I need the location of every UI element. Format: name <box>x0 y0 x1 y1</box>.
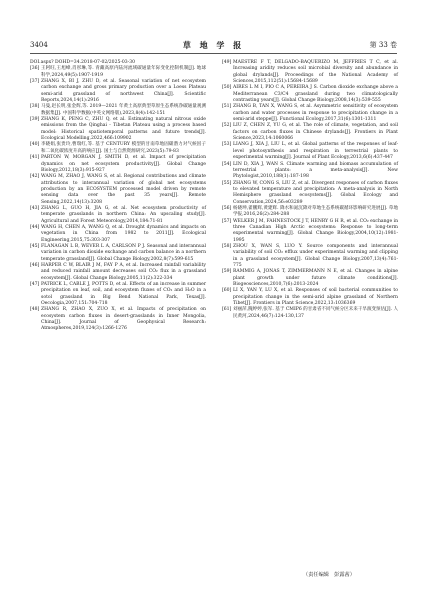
reference-text: 马曼,赵长明,张金辉,等. 2019—2021 年黄土高原典型草原生态系统净碳通量观测数据集[J]. 中国科学数据(中英文网络版),2023,8(4):142-151 <box>41 104 206 116</box>
reference-item <box>222 244 398 269</box>
reference-text: ZHOU X, WAN S, LUO Y. Source components and interannual variability of soil CO₂ efflux under experimental warming and clipping in a grassland ecosystem[J]. Global Change Biology,2007,13(4):761-775 <box>233 243 398 268</box>
reference-text: HARPER C W, BLAIR J M, FAY P A, et al. Increased rainfall variability and reduced rainfall amount decreases soil CO₂ flux in a grassland ecosystem[J]. Global Change Biology,2005,11(2):322-334 <box>41 263 206 281</box>
reference-text: ZHANG L, GUO H, JIA G, et al. Net ecosystem productivity of temperate grasslands in northern China: An upscaling study[J]. Agricultural and Forest Meteorology,2014,184:71-81 <box>41 205 206 224</box>
reference-text: LIN D, XIA J, WAN S. Climate warming and biomass accumulation of terrestrial plants: a meta-analysis[J]. New Phytologist,2010,188(1):187-198 <box>233 161 398 180</box>
reference-text: ZHANG X, BI J, ZHU D, et al. Seasonal variation of net ecosystem carbon exchange and gross primary production over a Loess Plateau semi-arid grassland of northwest China[J]. Scientific Reports,2024,14(1):2916 <box>41 79 206 104</box>
reference-text: LIANG J, XIA J, LIU L, et al. Global patterns of the responses of leaf-level photosynthesis and respiration in terrestrial plants to experimental warming[J]. Journal of Plant Ecology,2013,6(6):437-447 <box>233 142 398 161</box>
reference-item <box>30 225 206 244</box>
reference-number: [38] <box>30 104 40 110</box>
reference-item <box>30 155 206 174</box>
reference-number: [56] <box>222 205 232 211</box>
reference-number: [47] <box>30 282 40 288</box>
reference-item <box>30 263 206 282</box>
reference-item <box>222 104 398 123</box>
reference-text: RAMMIG A, JONAS T, ZIMMERMANN N E, et al. Changes in alpine plant growth under future climate conditions[J]. Biogeosciences,2010,7(6):2013-2024 <box>233 269 398 288</box>
reference-item <box>30 244 206 263</box>
reference-item <box>222 142 398 161</box>
reference-text: ZHANG B, TAN X, WANG S, et al. Asymmetric sensitivity of ecosystem carbon and water processes in response to precipitation change in a semi-arid steppe[J]. Functional Ecology,2017,31(6):1301-1311 <box>233 104 398 123</box>
reference-item <box>222 181 398 206</box>
reference-text: WELKER J M, FAHNESTOCK J T, HENRY G H R, et al. CO₂ exchange in three Canadian High Arctic ecosystems: Response to long-term experimental warming[J]. Global Change Biology,2004,10(12):1981-1995 <box>233 218 398 243</box>
reference-number: [42] <box>30 174 40 180</box>
reference-text: ZHANG R, ZHAO X, ZUO X, et al. Impacts of precipitation on ecosystem carbon fluxes in desert-grasslands in Inner Mongolia, China[J]. Journal of Geophysical Research: Atmospheres,2019,124(3):1266-1276 <box>41 307 206 332</box>
reference-item <box>222 123 398 142</box>
reference-item <box>30 174 206 206</box>
reference-text: WANG M, ZHAO J, WANG S, et al. Regional contributions and climate attributions to interannual variation of global net ecosystems production by an ECOSYSTEM processed model driven by remote sensing data over the past 35 years[J]. Remote Sensing,2022,14(13):3208 <box>41 174 206 205</box>
left-column <box>30 60 206 333</box>
running-header <box>30 40 397 52</box>
reference-text: PARTON W, MORGAN J, SMITH D, et al. Impact of precipitation dynamics on net ecosystem productivity[J]. Global Change Biology,2012,18(3):915-927 <box>41 155 206 173</box>
journal-title: 草 地 学 报 <box>182 40 245 50</box>
reference-text: 杨晓坤,翟鹏辉,黄建辉. 降水和氮沉降对草地生态系统碳循环影响研究进展[J]. 草地学报,2016,26(2):284-288 <box>233 205 398 218</box>
reference-number: [44] <box>30 224 40 230</box>
reference-text: 李晓娟,张贵玲,曹瑞红,等. 基于 CENTURY 模型的甘南草地固碳潜力对气候因子和二氧化碳浓度升高的响应[J]. 国土与自然资源研究,2023(5):79-83 <box>41 142 206 154</box>
reference-text: ZHANG W, CONG S, LIU Z, et al. Divergent responses of carbon fluxes to elevated temperature and precipitation: A meta-analysis in North Hemisphere grassland ecosystems[J]. Global Ecology and Conservation,2024,56:e03289 <box>233 180 398 205</box>
reference-number: [36] <box>30 66 40 72</box>
reference-item <box>30 142 206 155</box>
reference-item <box>30 66 206 79</box>
reference-item <box>222 288 398 307</box>
reference-item <box>30 307 206 332</box>
reference-item <box>222 85 398 104</box>
reference-number: [37] <box>30 79 40 85</box>
reference-text: FLANAGAN L B, WEVER L A, CARLSON P J. Seasonal and interannual variation in carbon dioxide exchange and carbon balance in a northern temperate grassland[J]. Global Change Biology,2002,8(7):599-615 <box>41 243 206 262</box>
reference-text: 王阿旺,王旭峰,肖彤琳,等. 青藏高原内陆河流域碳通量年际变化控制机制[J]. 地球科学,2024,49(5):1907-1919 <box>41 66 206 78</box>
reference-text: AIRES L M I, PIO C A, PEREIRA J S. Carbon dioxide exchange above a Mediterranean C3/C4 grassland during two climatologically contrasting years[J]. Global Change Biology,2008,14(3):539-555 <box>233 85 398 104</box>
reference-item <box>30 282 206 307</box>
reference-item <box>222 307 398 320</box>
reference-text: WANG H, CHEN A, WANG Q, et al. Drought dynamics and impacts on vegetation in China from 1982 to 2011[J]. Ecological Engineering,2015,75:303-307 <box>41 224 206 243</box>
reference-text: 刘丽萍,隗婷婷,张军. 基于 CMIP6 的甘肃省不同气候分区未来干旱演变预估[J]. 人民黄河,2024,46(7):124-130,137 <box>233 307 398 319</box>
reference-number: [49] <box>222 60 232 65</box>
reference-item <box>222 219 398 244</box>
reference-number: [48] <box>30 307 40 313</box>
reference-text: LI X, YAN Y, LU X, et al. Responses of soil bacterial communities to precipitation change in the semi-arid alpine grassland of Northern Tibet[J]. Frontiers in Plant Science,2022,13:1036369 <box>233 288 398 307</box>
reference-number: [46] <box>30 263 40 268</box>
reference-number: [50] <box>222 85 232 91</box>
reference-item <box>30 79 206 104</box>
reference-number: [52] <box>222 123 232 129</box>
reference-item <box>30 206 206 225</box>
reference-number: [58] <box>222 243 232 249</box>
reference-number: [51] <box>222 104 232 110</box>
reference-continuation: DOI.aspx? DOHD=34.2018-07-02/2025-03-30 <box>30 60 136 65</box>
reference-number: [41] <box>30 155 40 161</box>
reference-text: MAESTRE F T, DELGADO-BAQUERIZO M, JEFFRIES T C, et al. Increasing aridity reduces soil microbial diversity and abundance in global drylands[J]. Proceedings of the National Academy of Sciences,2015,112(51):15684-15689 <box>233 60 398 85</box>
reference-number: [59] <box>222 269 232 275</box>
reference-item <box>30 104 206 117</box>
reference-number: [53] <box>222 142 232 148</box>
reference-number: [39] <box>30 117 40 123</box>
reference-text: PATRICK L, CABLE J, POTTS D, et al. Effects of an increase in summer precipitation on leaf, soil, and ecosystem fluxes of CO₂ and H₂O in a sotol grassland in Big Bend National Park, Texas[J]. Oecologia,2007,151:704-718 <box>41 282 206 307</box>
reference-number: [45] <box>30 243 40 249</box>
reference-item <box>222 162 398 181</box>
reference-number: [60] <box>222 288 232 294</box>
reference-number: [57] <box>222 218 232 224</box>
editor-note: （责任编辑 彭露茜） <box>303 572 355 578</box>
reference-text: LIU Z, CHEN Z, YU G, et al. The role of climate, vegetation, and soil factors on carbon fluxes in Chinese drylands[J]. Frontiers in Plant Science,2023,14:1060066 <box>233 123 398 142</box>
right-column <box>222 60 398 320</box>
page-number: 3404 <box>30 41 48 49</box>
volume-label: 第 33 卷 <box>369 41 397 49</box>
reference-item <box>222 60 398 85</box>
reference-item <box>30 117 206 142</box>
reference-text: ZHANG K, PENG C, ZHU Q, et al. Estimating natural nitrous oxide emissions from the Qinghai - Tibetan Plateau using a process based model: Historical spatiotemporal patterns and future trends[J]. Ecological Modelling,2022,466:109902 <box>41 117 206 142</box>
reference-number: [40] <box>30 142 40 148</box>
header-rule <box>30 53 397 54</box>
reference-number: [54] <box>222 161 232 167</box>
reference-number: [55] <box>222 180 232 186</box>
reference-number: [61] <box>222 307 232 313</box>
reference-item <box>222 269 398 288</box>
reference-item <box>222 206 398 219</box>
reference-number: [43] <box>30 205 40 211</box>
